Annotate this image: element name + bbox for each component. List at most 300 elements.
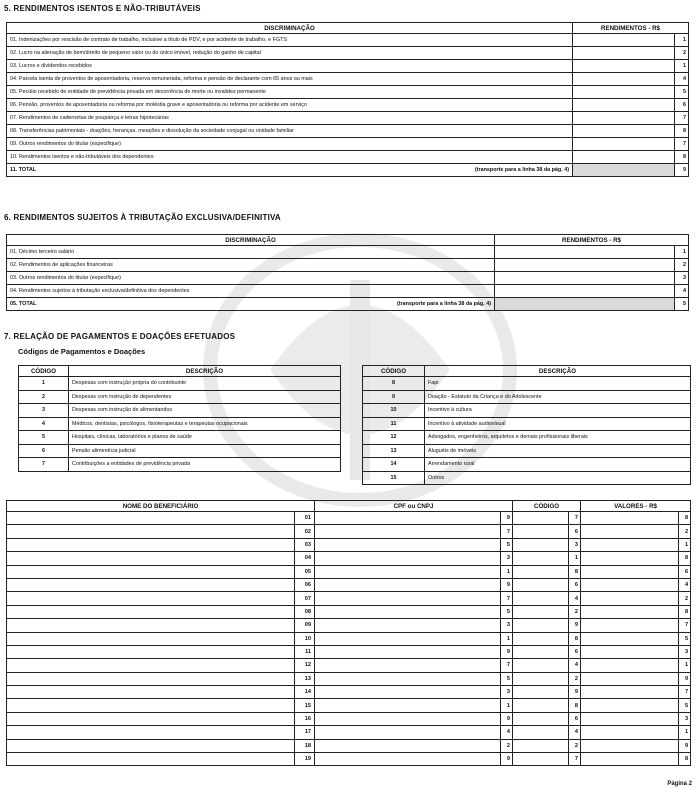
beneficiary-cpf-field[interactable] (315, 672, 501, 685)
beneficiary-code-check-digit: 3 (569, 538, 581, 551)
beneficiary-name-field[interactable] (7, 686, 295, 699)
code-right-row (363, 404, 691, 418)
section5-value-field[interactable] (573, 151, 675, 164)
beneficiary-row-number: 06 (295, 578, 315, 591)
beneficiary-cpf-check-digit: 9 (501, 512, 513, 525)
code-right-row (363, 471, 691, 485)
beneficiary-cpf-check-digit: 4 (501, 726, 513, 739)
beneficiary-value-field[interactable] (581, 699, 679, 712)
beneficiary-value-field[interactable] (581, 578, 679, 591)
beneficiary-value-check-digit: 6 (679, 565, 691, 578)
beneficiary-row (7, 686, 691, 699)
beneficiary-value-field[interactable] (581, 672, 679, 685)
beneficiary-code-field[interactable] (513, 739, 569, 752)
beneficiary-name-field[interactable] (7, 645, 295, 658)
beneficiary-cpf-check-digit: 7 (501, 659, 513, 672)
benef-col-values: VALORES - R$ (581, 501, 691, 512)
beneficiary-row (7, 659, 691, 672)
section5-value-field[interactable] (573, 125, 675, 138)
beneficiary-cpf-check-digit: 3 (501, 552, 513, 565)
beneficiary-value-check-digit: 2 (679, 525, 691, 538)
beneficiary-value-field[interactable] (581, 739, 679, 752)
section6-total-note: (transporte para a linha 38 da pág. 4) (396, 301, 491, 307)
beneficiary-code-field[interactable] (513, 525, 569, 538)
beneficiary-name-field[interactable] (7, 512, 295, 525)
section5-row-number: 6 (675, 99, 689, 112)
section5-total-row (7, 164, 689, 177)
beneficiary-row-number: 09 (295, 619, 315, 632)
beneficiary-value-field[interactable] (581, 753, 679, 766)
beneficiary-code-field[interactable] (513, 659, 569, 672)
section5-row-number: 4 (675, 73, 689, 86)
beneficiary-cpf-check-digit: 2 (501, 739, 513, 752)
code-right-desc: Aluguéis de imóveis (425, 444, 691, 458)
code-left-code: 4 (19, 417, 69, 431)
section6-row-number: 3 (675, 272, 689, 285)
section6-value-field[interactable] (495, 285, 675, 298)
beneficiary-name-field[interactable] (7, 726, 295, 739)
beneficiary-code-field[interactable] (513, 712, 569, 725)
beneficiary-cpf-field[interactable] (315, 686, 501, 699)
beneficiary-name-field[interactable] (7, 619, 295, 632)
code-right-desc: Doação - Estatuto da Criança e do Adolescente (425, 390, 691, 404)
benef-col-code: CÓDIGO (513, 501, 581, 512)
section5-table (6, 22, 689, 177)
beneficiary-code-check-digit: 4 (569, 659, 581, 672)
section5-row (7, 112, 689, 125)
code-right-code: 12 (363, 431, 425, 445)
section5-row-label: 06. Pensão, proventos de aposentadoria ou reforma por moléstia grave e aposentadoria ou reforma por acidente em serviço (7, 99, 573, 112)
beneficiary-cpf-check-digit: 9 (501, 712, 513, 725)
beneficiary-cpf-check-digit: 1 (501, 699, 513, 712)
codes-table-right (362, 365, 691, 485)
beneficiary-value-check-digit: 1 (679, 726, 691, 739)
code-left-desc: Despesas com instrução de alimentandos (69, 404, 341, 418)
section5-row-label: 09. Outros rendimentos do titular (especifique) (7, 138, 573, 151)
section6-col-desc: DISCRIMINAÇÃO (7, 235, 495, 246)
code-right-desc: Advogados, engenheiros, arquitetos e demais profissionais liberais (425, 431, 691, 445)
beneficiary-row-number: 08 (295, 605, 315, 618)
code-left-code: 2 (19, 390, 69, 404)
beneficiary-value-field[interactable] (581, 525, 679, 538)
beneficiary-cpf-check-digit: 7 (501, 525, 513, 538)
beneficiary-value-field[interactable] (581, 619, 679, 632)
beneficiary-code-check-digit: 2 (569, 672, 581, 685)
section5-value-field[interactable] (573, 73, 675, 86)
beneficiary-cpf-field[interactable] (315, 739, 501, 752)
beneficiary-code-check-digit: 7 (569, 512, 581, 525)
beneficiary-value-field[interactable] (581, 605, 679, 618)
codes-title: Códigos de Pagamentos e Doações (18, 347, 146, 356)
beneficiary-cpf-field[interactable] (315, 619, 501, 632)
beneficiary-cpf-check-digit: 1 (501, 565, 513, 578)
codes-table-left (18, 365, 341, 472)
beneficiary-value-field[interactable] (581, 632, 679, 645)
code-left-desc: Hospitais, clínicas, laboratórios e planos de saúde (69, 431, 341, 445)
beneficiary-code-check-digit: 9 (569, 619, 581, 632)
section6-row (7, 285, 689, 298)
beneficiary-name-field[interactable] (7, 753, 295, 766)
code-left-desc: Contribuições a entidades de previdência privada (69, 458, 341, 472)
benef-col-cpf: CPF ou CNPJ (315, 501, 513, 512)
beneficiary-cpf-check-digit: 5 (501, 605, 513, 618)
code-left-desc: Pensão alimentícia judicial (69, 444, 341, 458)
beneficiary-code-field[interactable] (513, 552, 569, 565)
section6-row-label: 04. Rendimentos sujeitos à tributação exclusiva/definitiva dos dependentes (7, 285, 495, 298)
beneficiary-row-number: 03 (295, 538, 315, 551)
beneficiary-cpf-check-digit: 5 (501, 672, 513, 685)
beneficiary-cpf-field[interactable] (315, 578, 501, 591)
codes-right-col-code: CÓDIGO (363, 366, 425, 377)
beneficiary-value-field[interactable] (581, 565, 679, 578)
beneficiary-code-check-digit: 4 (569, 726, 581, 739)
beneficiary-row (7, 699, 691, 712)
beneficiary-row (7, 525, 691, 538)
section6-col-val: RENDIMENTOS - R$ (495, 235, 689, 246)
section5-col-val: RENDIMENTOS - R$ (573, 23, 689, 34)
code-right-code: 11 (363, 417, 425, 431)
section5-total-cell (7, 164, 573, 177)
section5-col-desc: DISCRIMINAÇÃO (7, 23, 573, 34)
beneficiary-value-check-digit: 1 (679, 538, 691, 551)
section5-row (7, 125, 689, 138)
beneficiary-cpf-check-digit: 9 (501, 753, 513, 766)
beneficiary-cpf-check-digit: 7 (501, 592, 513, 605)
beneficiary-name-field[interactable] (7, 565, 295, 578)
section5-total-label: 11. TOTAL (10, 167, 37, 173)
beneficiary-value-check-digit: 9 (679, 672, 691, 685)
beneficiary-row-number: 16 (295, 712, 315, 725)
code-left-row (19, 377, 341, 391)
section5-row (7, 60, 689, 73)
beneficiary-code-field[interactable] (513, 538, 569, 551)
code-right-code: 13 (363, 444, 425, 458)
section6-row-number: 2 (675, 259, 689, 272)
beneficiary-cpf-field[interactable] (315, 565, 501, 578)
section5-row-number: 2 (675, 47, 689, 60)
section5-row (7, 99, 689, 112)
beneficiary-row-number: 01 (295, 512, 315, 525)
beneficiary-name-field[interactable] (7, 578, 295, 591)
beneficiary-value-check-digit: 5 (679, 699, 691, 712)
code-left-code: 5 (19, 431, 69, 445)
beneficiary-code-field[interactable] (513, 565, 569, 578)
beneficiary-cpf-field[interactable] (315, 726, 501, 739)
section6-total-value-field[interactable] (495, 298, 675, 311)
code-left-row (19, 404, 341, 418)
beneficiary-value-field[interactable] (581, 512, 679, 525)
section5-row-label: 03. Lucros e dividendos recebidos (7, 60, 573, 73)
beneficiary-row-number: 13 (295, 672, 315, 685)
code-left-code: 7 (19, 458, 69, 472)
code-left-desc: Despesas com instrução própria do contribuinte (69, 377, 341, 391)
section6-row-label: 03. Outros rendimentos do titular (especifique) (7, 272, 495, 285)
section5-row-label: 08. Transferências patrimoniais - doações, heranças, meações e dissolução da sociedade conjugal ou unidade familiar (7, 125, 573, 138)
code-right-code: 10 (363, 404, 425, 418)
beneficiary-value-field[interactable] (581, 712, 679, 725)
code-right-row (363, 458, 691, 472)
beneficiary-value-check-digit: 3 (679, 645, 691, 658)
code-right-code: 15 (363, 471, 425, 485)
section5-row-label: 01. Indenizações por rescisão de contrato de trabalho, inclusive a título de PDV, e por acidente de trabalho, e FGTS (7, 34, 573, 47)
section5-row (7, 151, 689, 164)
beneficiary-row-number: 04 (295, 552, 315, 565)
beneficiary-code-check-digit: 8 (569, 565, 581, 578)
beneficiary-cpf-field[interactable] (315, 592, 501, 605)
beneficiary-cpf-check-digit: 5 (501, 538, 513, 551)
section5-title: 5. RENDIMENTOS ISENTOS E NÃO-TRIBUTÁVEIS (4, 4, 201, 13)
section6-row (7, 259, 689, 272)
beneficiary-code-field[interactable] (513, 753, 569, 766)
code-right-code: 9 (363, 390, 425, 404)
section6-total-row (7, 298, 689, 311)
code-right-row (363, 444, 691, 458)
beneficiary-row-number: 07 (295, 592, 315, 605)
section5-row-label: 10. Rendimentos isentos e não-tributáveis dos dependentes (7, 151, 573, 164)
beneficiary-code-check-digit: 8 (569, 632, 581, 645)
codes-right-col-desc: DESCRIÇÃO (425, 366, 691, 377)
beneficiary-code-field[interactable] (513, 578, 569, 591)
section5-row (7, 34, 689, 47)
codes-left-col-desc: DESCRIÇÃO (69, 366, 341, 377)
beneficiary-code-field[interactable] (513, 512, 569, 525)
beneficiary-name-field[interactable] (7, 712, 295, 725)
section5-row (7, 73, 689, 86)
section5-value-field[interactable] (573, 60, 675, 73)
section5-row-number: 7 (675, 112, 689, 125)
beneficiary-code-check-digit: 9 (569, 686, 581, 699)
beneficiary-value-check-digit: 7 (679, 686, 691, 699)
benef-col-name: NOME DO BENEFICIÁRIO (7, 501, 315, 512)
code-left-row (19, 390, 341, 404)
section6-total-label: 05. TOTAL (10, 301, 37, 307)
beneficiary-name-field[interactable] (7, 592, 295, 605)
code-right-row (363, 377, 691, 391)
section5-row-label: 02. Lucro na alienação de bem/direito de pequeno valor ou do único imóvel, redução do ganho de capital (7, 47, 573, 60)
beneficiary-code-field[interactable] (513, 592, 569, 605)
section5-row-label: 07. Rendimentos de cadernetas de poupança e letras hipotecárias (7, 112, 573, 125)
code-right-desc: Outros (425, 471, 691, 485)
code-left-row (19, 458, 341, 472)
beneficiary-value-check-digit: 4 (679, 578, 691, 591)
beneficiary-name-field[interactable] (7, 525, 295, 538)
beneficiary-code-check-digit: 2 (569, 605, 581, 618)
section6-value-field[interactable] (495, 272, 675, 285)
beneficiary-cpf-field[interactable] (315, 753, 501, 766)
section6-row-label: 01. Décimo terceiro salário (7, 246, 495, 259)
code-right-desc: Fapi (425, 377, 691, 391)
section5-row-number: 8 (675, 151, 689, 164)
beneficiary-cpf-field[interactable] (315, 712, 501, 725)
beneficiary-name-field[interactable] (7, 672, 295, 685)
code-right-row (363, 417, 691, 431)
beneficiary-row (7, 552, 691, 565)
beneficiary-code-check-digit: 6 (569, 578, 581, 591)
beneficiary-cpf-check-digit: 3 (501, 686, 513, 699)
section5-value-field[interactable] (573, 138, 675, 151)
section6-row (7, 246, 689, 259)
section5-row-label: 05. Pecúlio recebido de entidade de previdência privada em decorrência de morte ou invalidez permanente (7, 86, 573, 99)
beneficiary-row (7, 632, 691, 645)
beneficiary-code-field[interactable] (513, 686, 569, 699)
beneficiary-code-field[interactable] (513, 645, 569, 658)
beneficiary-row (7, 672, 691, 685)
section5-total-value-field[interactable] (573, 164, 675, 177)
beneficiary-name-field[interactable] (7, 699, 295, 712)
beneficiary-code-check-digit: 1 (569, 552, 581, 565)
beneficiary-value-check-digit: 8 (679, 552, 691, 565)
beneficiary-row (7, 565, 691, 578)
section5-value-field[interactable] (573, 47, 675, 60)
beneficiary-row (7, 712, 691, 725)
beneficiary-value-field[interactable] (581, 686, 679, 699)
section6-total-cell (7, 298, 495, 311)
beneficiary-row-number: 12 (295, 659, 315, 672)
section5-value-field[interactable] (573, 99, 675, 112)
code-left-row (19, 417, 341, 431)
beneficiary-cpf-field[interactable] (315, 525, 501, 538)
section6-row-label: 02. Rendimentos de aplicações financeiras (7, 259, 495, 272)
beneficiary-cpf-field[interactable] (315, 552, 501, 565)
beneficiary-row (7, 619, 691, 632)
code-left-code: 6 (19, 444, 69, 458)
code-left-desc: Despesas com instrução de dependentes (69, 390, 341, 404)
beneficiary-row (7, 726, 691, 739)
beneficiary-row-number: 15 (295, 699, 315, 712)
beneficiary-row (7, 605, 691, 618)
beneficiary-cpf-field[interactable] (315, 538, 501, 551)
beneficiary-row (7, 645, 691, 658)
code-left-row (19, 431, 341, 445)
section5-value-field[interactable] (573, 112, 675, 125)
beneficiary-code-field[interactable] (513, 726, 569, 739)
beneficiary-code-field[interactable] (513, 605, 569, 618)
beneficiary-value-check-digit: 5 (679, 632, 691, 645)
beneficiary-cpf-field[interactable] (315, 645, 501, 658)
section5-total-note: (transporte para a linha 38 da pág. 4) (474, 167, 569, 173)
beneficiary-name-field[interactable] (7, 605, 295, 618)
beneficiary-code-check-digit: 6 (569, 712, 581, 725)
codes-left-col-code: CÓDIGO (19, 366, 69, 377)
beneficiary-name-field[interactable] (7, 552, 295, 565)
beneficiary-row-number: 17 (295, 726, 315, 739)
beneficiary-code-check-digit: 2 (569, 739, 581, 752)
section5-row (7, 47, 689, 60)
beneficiary-cpf-field[interactable] (315, 632, 501, 645)
code-right-desc: Incentivo à atividade audiovisual (425, 417, 691, 431)
beneficiary-row-number: 10 (295, 632, 315, 645)
section5-row-number: 1 (675, 34, 689, 47)
section5-row (7, 86, 689, 99)
beneficiary-name-field[interactable] (7, 632, 295, 645)
code-right-code: 14 (363, 458, 425, 472)
beneficiary-code-field[interactable] (513, 632, 569, 645)
beneficiary-name-field[interactable] (7, 739, 295, 752)
section6-value-field[interactable] (495, 259, 675, 272)
beneficiary-value-field[interactable] (581, 726, 679, 739)
beneficiary-value-field[interactable] (581, 592, 679, 605)
beneficiary-code-field[interactable] (513, 672, 569, 685)
beneficiary-name-field[interactable] (7, 538, 295, 551)
section5-row-number: 7 (675, 138, 689, 151)
beneficiary-row (7, 592, 691, 605)
beneficiary-value-field[interactable] (581, 645, 679, 658)
beneficiary-value-check-digit: 1 (679, 659, 691, 672)
beneficiary-name-field[interactable] (7, 659, 295, 672)
section5-row-number: 8 (675, 125, 689, 138)
beneficiary-row (7, 753, 691, 766)
beneficiary-cpf-field[interactable] (315, 605, 501, 618)
section5-value-field[interactable] (573, 34, 675, 47)
beneficiary-row (7, 578, 691, 591)
code-right-row (363, 390, 691, 404)
beneficiary-value-field[interactable] (581, 552, 679, 565)
beneficiary-code-check-digit: 4 (569, 592, 581, 605)
beneficiary-value-field[interactable] (581, 538, 679, 551)
beneficiary-row (7, 739, 691, 752)
beneficiary-row-number: 05 (295, 565, 315, 578)
beneficiary-row-number: 02 (295, 525, 315, 538)
section5-total-number: 9 (675, 164, 689, 177)
section7-title: 7. RELAÇÃO DE PAGAMENTOS E DOAÇÕES EFETUADOS (4, 332, 236, 341)
code-left-row (19, 444, 341, 458)
section5-row-number: 5 (675, 86, 689, 99)
beneficiary-value-check-digit: 2 (679, 592, 691, 605)
beneficiary-value-field[interactable] (581, 659, 679, 672)
section6-total-number: 5 (675, 298, 689, 311)
section5-row-label: 04. Parcela isenta de proventos de aposentadoria, reserva remunerada, reforma e pensão de declarante com 65 anos ou mais (7, 73, 573, 86)
beneficiary-code-check-digit: 6 (569, 525, 581, 538)
beneficiary-value-check-digit: 8 (679, 512, 691, 525)
beneficiary-cpf-check-digit: 3 (501, 619, 513, 632)
beneficiary-row-number: 19 (295, 753, 315, 766)
section6-table (6, 234, 689, 311)
beneficiary-code-check-digit: 6 (569, 645, 581, 658)
code-left-code: 1 (19, 377, 69, 391)
beneficiary-cpf-field[interactable] (315, 659, 501, 672)
beneficiary-cpf-check-digit: 9 (501, 578, 513, 591)
section5-row (7, 138, 689, 151)
section6-title: 6. RENDIMENTOS SUJEITOS À TRIBUTAÇÃO EXCLUSIVA/DEFINITIVA (4, 213, 281, 222)
section5-row-number: 1 (675, 60, 689, 73)
beneficiary-value-check-digit: 8 (679, 753, 691, 766)
beneficiary-row (7, 538, 691, 551)
beneficiary-code-check-digit: 7 (569, 753, 581, 766)
beneficiary-value-check-digit: 3 (679, 712, 691, 725)
code-left-code: 3 (19, 404, 69, 418)
beneficiary-cpf-field[interactable] (315, 699, 501, 712)
beneficiary-row-number: 11 (295, 645, 315, 658)
beneficiary-row-number: 14 (295, 686, 315, 699)
beneficiary-code-field[interactable] (513, 619, 569, 632)
beneficiary-value-check-digit: 8 (679, 605, 691, 618)
section6-row-number: 1 (675, 246, 689, 259)
beneficiary-cpf-field[interactable] (315, 512, 501, 525)
section6-row-number: 4 (675, 285, 689, 298)
code-right-row (363, 431, 691, 445)
beneficiary-row-number: 18 (295, 739, 315, 752)
code-right-code: 8 (363, 377, 425, 391)
section5-value-field[interactable] (573, 86, 675, 99)
beneficiary-row (7, 512, 691, 525)
beneficiary-cpf-check-digit: 1 (501, 632, 513, 645)
section6-row (7, 272, 689, 285)
section6-value-field[interactable] (495, 246, 675, 259)
beneficiary-code-field[interactable] (513, 699, 569, 712)
beneficiary-table (6, 500, 691, 766)
beneficiary-value-check-digit: 7 (679, 619, 691, 632)
beneficiary-value-check-digit: 9 (679, 739, 691, 752)
